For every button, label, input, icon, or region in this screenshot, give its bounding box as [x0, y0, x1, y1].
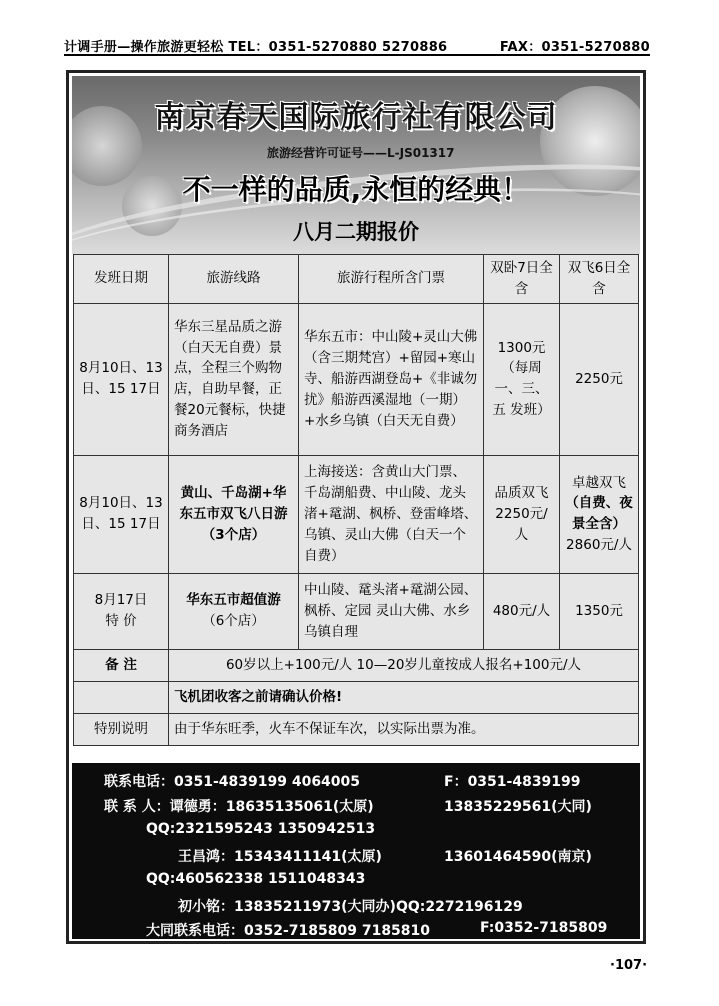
- remarks-text-2: 飞机团收客之前请确认价格!: [169, 681, 639, 713]
- contact-person-2: 王昌鸿：15343411141(太原): [178, 849, 382, 865]
- company-name: 南京春天国际旅行社有限公司: [154, 100, 558, 135]
- special-label: 特别说明: [74, 713, 169, 745]
- contact-person-3: 初小铭：13835211973(大同办)QQ:2272196129: [178, 899, 523, 915]
- datong-fax: F:0352-7185809: [480, 920, 608, 936]
- header-cell-date: 发班日期: [74, 255, 169, 304]
- datong-phone: 大同联系电话：0352-7185809 7185810: [146, 923, 431, 939]
- row-flight-price: 2250元: [560, 303, 639, 455]
- row-flight-cell: [560, 455, 639, 573]
- row-route: 华东五市超值游: [186, 592, 281, 609]
- header-cell-flight: 双飞6日全含: [560, 255, 639, 304]
- flight-title: 卓越双飞: [572, 474, 626, 491]
- row-itinerary: 华东五市：中山陵+灵山大佛（含三期梵宫）+留园+寒山寺、船游西湖登岛+《非诚勿扰》船游西溪湿地（一期）+水乡乌镇（白天无自费）: [299, 303, 484, 455]
- row-train-price: 品质双飞2250元/人: [484, 455, 560, 573]
- row-flight-price: 1350元: [560, 573, 639, 649]
- row-train-price: 1300元（每周一、三、五 发班）: [484, 303, 560, 455]
- header-fax: FAX：0351-5270880: [499, 40, 650, 55]
- contact-person-1-alt: 13835229561(大同): [444, 799, 592, 815]
- contact-fax: F：0351-4839199: [444, 774, 581, 790]
- table-row: [74, 573, 639, 649]
- remarks-text: 60岁以上+100元/人 10—20岁儿童按成人报名+100元/人: [169, 649, 639, 681]
- row-route: 黄山、千岛湖+华东五市双飞八日游（3个店）: [169, 455, 299, 573]
- table-row: [74, 303, 639, 455]
- page-number: ·107·: [610, 958, 648, 973]
- special-text: 由于华东旺季，火车不保证车次，以实际出票为准。: [169, 713, 639, 745]
- header-cell-route: 旅游线路: [169, 255, 299, 304]
- remarks-empty-cell: [74, 681, 169, 713]
- remarks-row: [74, 649, 639, 681]
- row-date: 8月10日、13日、15 17日: [74, 455, 169, 573]
- table-row: [74, 455, 639, 573]
- flight-price: 2860元/人: [566, 537, 632, 554]
- slogan: 不一样的品质,永恒的经典！: [182, 173, 530, 206]
- row-route-cell: [169, 573, 299, 649]
- contact-qq-1: QQ:2321595243 1350942513: [146, 821, 376, 837]
- row-date-cell: [74, 573, 169, 649]
- header-cell-train: 双卧7日全含: [484, 255, 560, 304]
- price-table: [73, 254, 639, 746]
- license-number: 旅游经营许可证号——L-JS01317: [267, 146, 455, 160]
- row-train-price: 480元/人: [484, 573, 560, 649]
- contact-qq-2: QQ:460562338 1511048343: [146, 871, 366, 887]
- special-price-label: 特 价: [105, 613, 137, 630]
- contact-person-1: 联 系 人：谭德勇：18635135061(太原): [104, 799, 374, 815]
- contact-person-2-alt: 13601464590(南京): [444, 849, 592, 865]
- contact-phone: 联系电话：0351-4839199 4064005: [104, 774, 361, 790]
- flight-note: （自费、夜景全含）: [565, 495, 633, 533]
- header-left-text: 计调手册—操作旅游更轻松 TEL：0351-5270880 5270886: [64, 40, 448, 55]
- row-route: 华东三星品质之游（白天无自费）景点，全程三个购物店，自助早餐，正餐20元餐标，快捷商务酒店: [169, 303, 299, 455]
- header-cell-itinerary: 旅游行程所含门票: [299, 255, 484, 304]
- banner: [72, 76, 640, 254]
- row-date: 8月10日、13日、15 17日: [74, 303, 169, 455]
- remarks-label: 备 注: [74, 649, 169, 681]
- table-header-row: [74, 255, 639, 304]
- top-header: [64, 34, 650, 56]
- contact-section: [72, 763, 640, 939]
- row-route-shops: （6个店）: [202, 613, 265, 630]
- row-date: 8月17日: [94, 592, 148, 609]
- row-itinerary: 上海接送：含黄山大门票、千岛湖船费、中山陵、龙头渚+鼋湖、枫桥、登雷峰塔、乌镇、灵山大佛（白天一个自费）: [299, 455, 484, 573]
- advertisement-frame: [66, 70, 646, 944]
- remarks-row-2: [74, 681, 639, 713]
- row-itinerary: 中山陵、鼋头渚+鼋湖公园、枫桥、定园 灵山大佛、水乡乌镇自理: [299, 573, 484, 649]
- quote-period-title: 八月二期报价: [293, 220, 419, 244]
- header-rule: [64, 54, 650, 56]
- special-note-row: [74, 713, 639, 745]
